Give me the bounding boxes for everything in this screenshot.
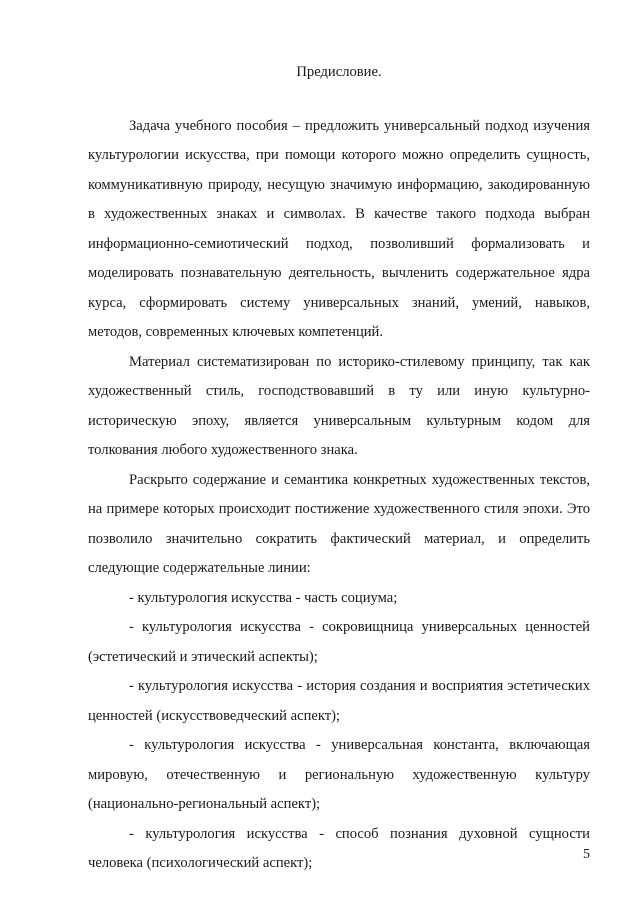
list-item-history: - культурология искусства - история создания и восприятия эстетических ценностей (искусствоведческий аспект); — [88, 678, 590, 724]
paragraph-content: Раскрыто содержание и семантика конкретных художественных текстов, на примере которых происходит постижение художественного стиля эпохи. Это позволило значительно сократить фактический материал, и определить следующие содержательные линии: — [88, 471, 590, 576]
paragraph-task: Задача учебного пособия – предложить универсальный подход изучения культурологии искусства, при помощи которого можно определить сущность, коммуникативную природу, несущую значимую информацию, закодированную в художественных знаках и символах. В качестве такого подхода выбран информационно-семиотический подход, позволивший формализовать и моделировать познавательную деятельность, вычленить содержательное ядра курса, сформировать систему универсальных знаний, умений, навыков, методов, современных ключевых компетенций. — [88, 117, 590, 340]
list-item-values: - культурология искусства - сокровищница универсальных ценностей (эстетический и этический аспекты); — [88, 619, 590, 665]
list-item-society: - культурология искусства - часть социума; — [129, 589, 398, 606]
document-page — [88, 58, 590, 879]
page-number: 5 — [583, 847, 590, 862]
list-item-constant: - культурология искусства - универсальная константа, включающая мировую, отечественную и региональную художественную культуру (национально-региональный аспект); — [88, 737, 590, 812]
list-item-cognition: - культурология искусства - способ познания духовной сущности человека (психологический аспект); — [88, 825, 590, 871]
paragraph-material: Материал систематизирован по историко-стилевому принципу, так как художественный стиль, господствовавший в ту или иную культурно-историческую эпоху, является универсальным культурным кодом для толкования любого художественного знака. — [88, 353, 590, 458]
page-title: Предисловие. — [296, 64, 382, 80]
